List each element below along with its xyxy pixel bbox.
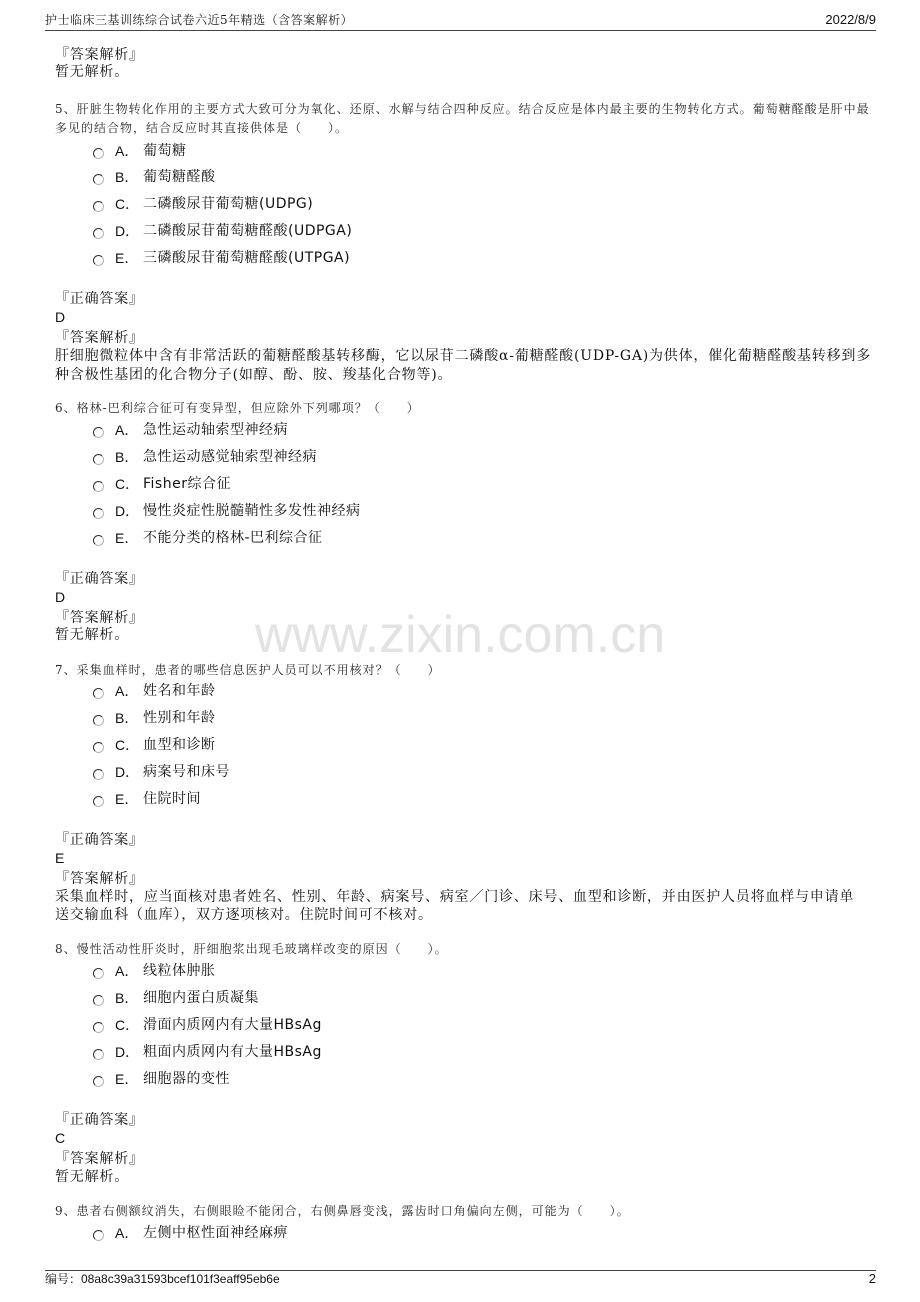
- option-text: 线粒体肿胀: [143, 963, 216, 979]
- option-text: 急性运动轴索型神经病: [143, 422, 288, 438]
- question-5-stem-line-1: 5、肝脏生物转化作用的主要方式大致可分为氧化、还原、水解与结合四种反应。结合反应是体内最主要的生物转化方式。葡萄糖醛酸是肝中最: [55, 102, 870, 116]
- question-5-analysis-line-2: 种含极性基团的化合物分子(如醇、酚、胺、羧基化合物等)。: [55, 367, 453, 383]
- option-letter: D．: [115, 764, 140, 780]
- option-text: 粗面内质网内有大量HBsAg: [143, 1044, 322, 1060]
- option-letter: B．: [115, 169, 139, 185]
- option-text: 姓名和年龄: [143, 683, 216, 699]
- previous-analysis-text: 暂无解析。: [55, 64, 129, 80]
- question-6-option-d: [0, 502, 920, 520]
- question-5-correct-answer: D: [55, 309, 66, 325]
- option-text: 性别和年龄: [143, 710, 216, 726]
- option-text: 左侧中枢性面神经麻痹: [143, 1225, 288, 1241]
- option-letter: B．: [115, 710, 139, 726]
- radio-button-icon: [93, 796, 104, 807]
- question-8-analysis-text: 暂无解析。: [55, 1169, 129, 1185]
- radio-button-icon: [93, 1076, 104, 1087]
- question-8-correct-answer: C: [55, 1130, 66, 1146]
- question-6-option-b: [0, 448, 920, 466]
- option-text: 三磷酸尿苷葡萄糖醛酸(UTPGA): [143, 250, 351, 266]
- question-5-analysis-line-1: 肝细胞微粒体中含有非常活跃的葡糖醛酸基转移酶，它以尿苷二磷酸α-葡糖醛酸(UDP-GA)为供体，催化葡糖醛酸基转移到多: [55, 348, 872, 364]
- question-5-correct-answer-label: 『正确答案』: [55, 291, 144, 307]
- option-letter: E．: [115, 791, 139, 807]
- question-8-option-e: [0, 1070, 920, 1088]
- question-7-option-b: [0, 709, 920, 727]
- option-letter: E．: [115, 1071, 139, 1087]
- option-text: Fisher综合征: [143, 476, 231, 492]
- question-6-stem: 6、格林-巴利综合征可有变异型，但应除外下列哪项？（ ）: [55, 401, 420, 415]
- question-8-option-d: [0, 1043, 920, 1061]
- radio-button-icon: [93, 148, 104, 159]
- question-7-option-c: [0, 736, 920, 754]
- option-letter: E．: [115, 530, 139, 546]
- option-letter: C．: [115, 737, 140, 753]
- question-5-analysis-label: 『答案解析』: [55, 330, 144, 346]
- question-9-option-a: [0, 1224, 920, 1242]
- radio-button-icon: [93, 1049, 104, 1060]
- question-6-analysis-label: 『答案解析』: [55, 610, 144, 626]
- radio-button-icon: [93, 1230, 104, 1241]
- radio-button-icon: [93, 688, 104, 699]
- question-6-option-e: [0, 529, 920, 547]
- question-5-stem-line-2: 多见的结合物，结合反应时其直接供体是（ ）。: [55, 121, 349, 135]
- previous-analysis-label: 『答案解析』: [55, 47, 144, 63]
- question-6-option-c: [0, 475, 920, 493]
- option-letter: A．: [115, 1225, 139, 1241]
- option-letter: B．: [115, 990, 139, 1006]
- option-letter: B．: [115, 449, 139, 465]
- radio-button-icon: [93, 427, 104, 438]
- option-text: 二磷酸尿苷葡萄糖醛酸(UDPGA): [143, 223, 353, 239]
- radio-button-icon: [93, 968, 104, 979]
- radio-button-icon: [93, 535, 104, 546]
- question-7-option-e: [0, 790, 920, 808]
- question-5-option-c: [0, 195, 920, 213]
- question-7-correct-answer-label: 『正确答案』: [55, 832, 144, 848]
- document-serial-number: 编号：08a8c39a31593bcef101f3eaff95eb6e: [45, 1272, 280, 1286]
- footer-divider: [45, 1270, 876, 1271]
- question-5-option-b: [0, 168, 920, 186]
- option-text: 细胞内蛋白质凝集: [143, 990, 259, 1006]
- question-7-analysis-line-2: 送交输血科（血库），双方逐项核对。住院时间可不核对。: [55, 907, 433, 923]
- option-text: 滑面内质网内有大量HBsAg: [143, 1017, 322, 1033]
- question-7-option-a: [0, 682, 920, 700]
- question-9-stem: 9、患者右侧额纹消失，右侧眼睑不能闭合，右侧鼻唇变浅，露齿时口角偏向左侧，可能为（ ）。: [55, 1204, 630, 1218]
- question-5-option-a: [0, 142, 920, 160]
- radio-button-icon: [93, 454, 104, 465]
- question-8-option-c: [0, 1016, 920, 1034]
- radio-button-icon: [93, 228, 104, 239]
- option-letter: C．: [115, 476, 140, 492]
- question-8-correct-answer-label: 『正确答案』: [55, 1112, 144, 1128]
- radio-button-icon: [93, 995, 104, 1006]
- option-letter: A．: [115, 143, 139, 159]
- option-text: 葡萄糖醛酸: [143, 169, 216, 185]
- option-text: 细胞器的变性: [143, 1071, 230, 1087]
- option-text: 不能分类的格林-巴利综合征: [143, 530, 323, 546]
- radio-button-icon: [93, 201, 104, 212]
- page-number: 2: [868, 1271, 876, 1286]
- option-text: 葡萄糖: [143, 143, 187, 159]
- radio-button-icon: [93, 742, 104, 753]
- radio-button-icon: [93, 769, 104, 780]
- radio-button-icon: [93, 481, 104, 492]
- question-5-option-d: [0, 222, 920, 240]
- option-letter: D．: [115, 1044, 140, 1060]
- option-text: 病案号和床号: [143, 764, 230, 780]
- radio-button-icon: [93, 255, 104, 266]
- question-6-analysis-text: 暂无解析。: [55, 627, 129, 643]
- document-title: 护士临床三基训练综合试卷六近5年精选（含答案解析）: [45, 13, 354, 27]
- question-6-option-a: [0, 421, 920, 439]
- question-8-option-a: [0, 962, 920, 980]
- option-text: 血型和诊断: [143, 737, 216, 753]
- question-7-analysis-line-1: 采集血样时，应当面核对患者姓名、性别、年龄、病案号、病室／门诊、床号、血型和诊断，并由医护人员将血样与申请单: [55, 889, 855, 905]
- option-text: 急性运动感觉轴索型神经病: [143, 449, 317, 465]
- option-letter: D．: [115, 503, 140, 519]
- option-text: 住院时间: [143, 791, 201, 807]
- question-8-option-b: [0, 989, 920, 1007]
- option-letter: D．: [115, 223, 140, 239]
- question-6-correct-answer: D: [55, 589, 66, 605]
- question-8-stem: 8、慢性活动性肝炎时，肝细胞浆出现毛玻璃样改变的原因（ ）。: [55, 942, 448, 956]
- option-text: 慢性炎症性脱髓鞘性多发性神经病: [143, 503, 361, 519]
- option-letter: C．: [115, 196, 140, 212]
- question-6-correct-answer-label: 『正确答案』: [55, 571, 144, 587]
- radio-button-icon: [93, 715, 104, 726]
- document-date: 2022/8/9: [825, 12, 876, 27]
- option-letter: A．: [115, 422, 139, 438]
- question-8-analysis-label: 『答案解析』: [55, 1151, 144, 1167]
- radio-button-icon: [93, 508, 104, 519]
- option-letter: E．: [115, 250, 139, 266]
- option-text: 二磷酸尿苷葡萄糖(UDPG): [143, 196, 314, 212]
- question-7-stem: 7、采集血样时，患者的哪些信息医护人员可以不用核对？（ ）: [55, 663, 441, 677]
- question-7-option-d: [0, 763, 920, 781]
- question-7-analysis-label: 『答案解析』: [55, 871, 144, 887]
- radio-button-icon: [93, 1022, 104, 1033]
- question-7-correct-answer: E: [55, 850, 65, 866]
- radio-button-icon: [93, 174, 104, 185]
- option-letter: A．: [115, 683, 139, 699]
- question-5-option-e: [0, 249, 920, 267]
- option-letter: C．: [115, 1017, 140, 1033]
- option-letter: A．: [115, 963, 139, 979]
- header-divider: [45, 30, 876, 31]
- watermark: www.zixin.com.cn: [254, 606, 666, 664]
